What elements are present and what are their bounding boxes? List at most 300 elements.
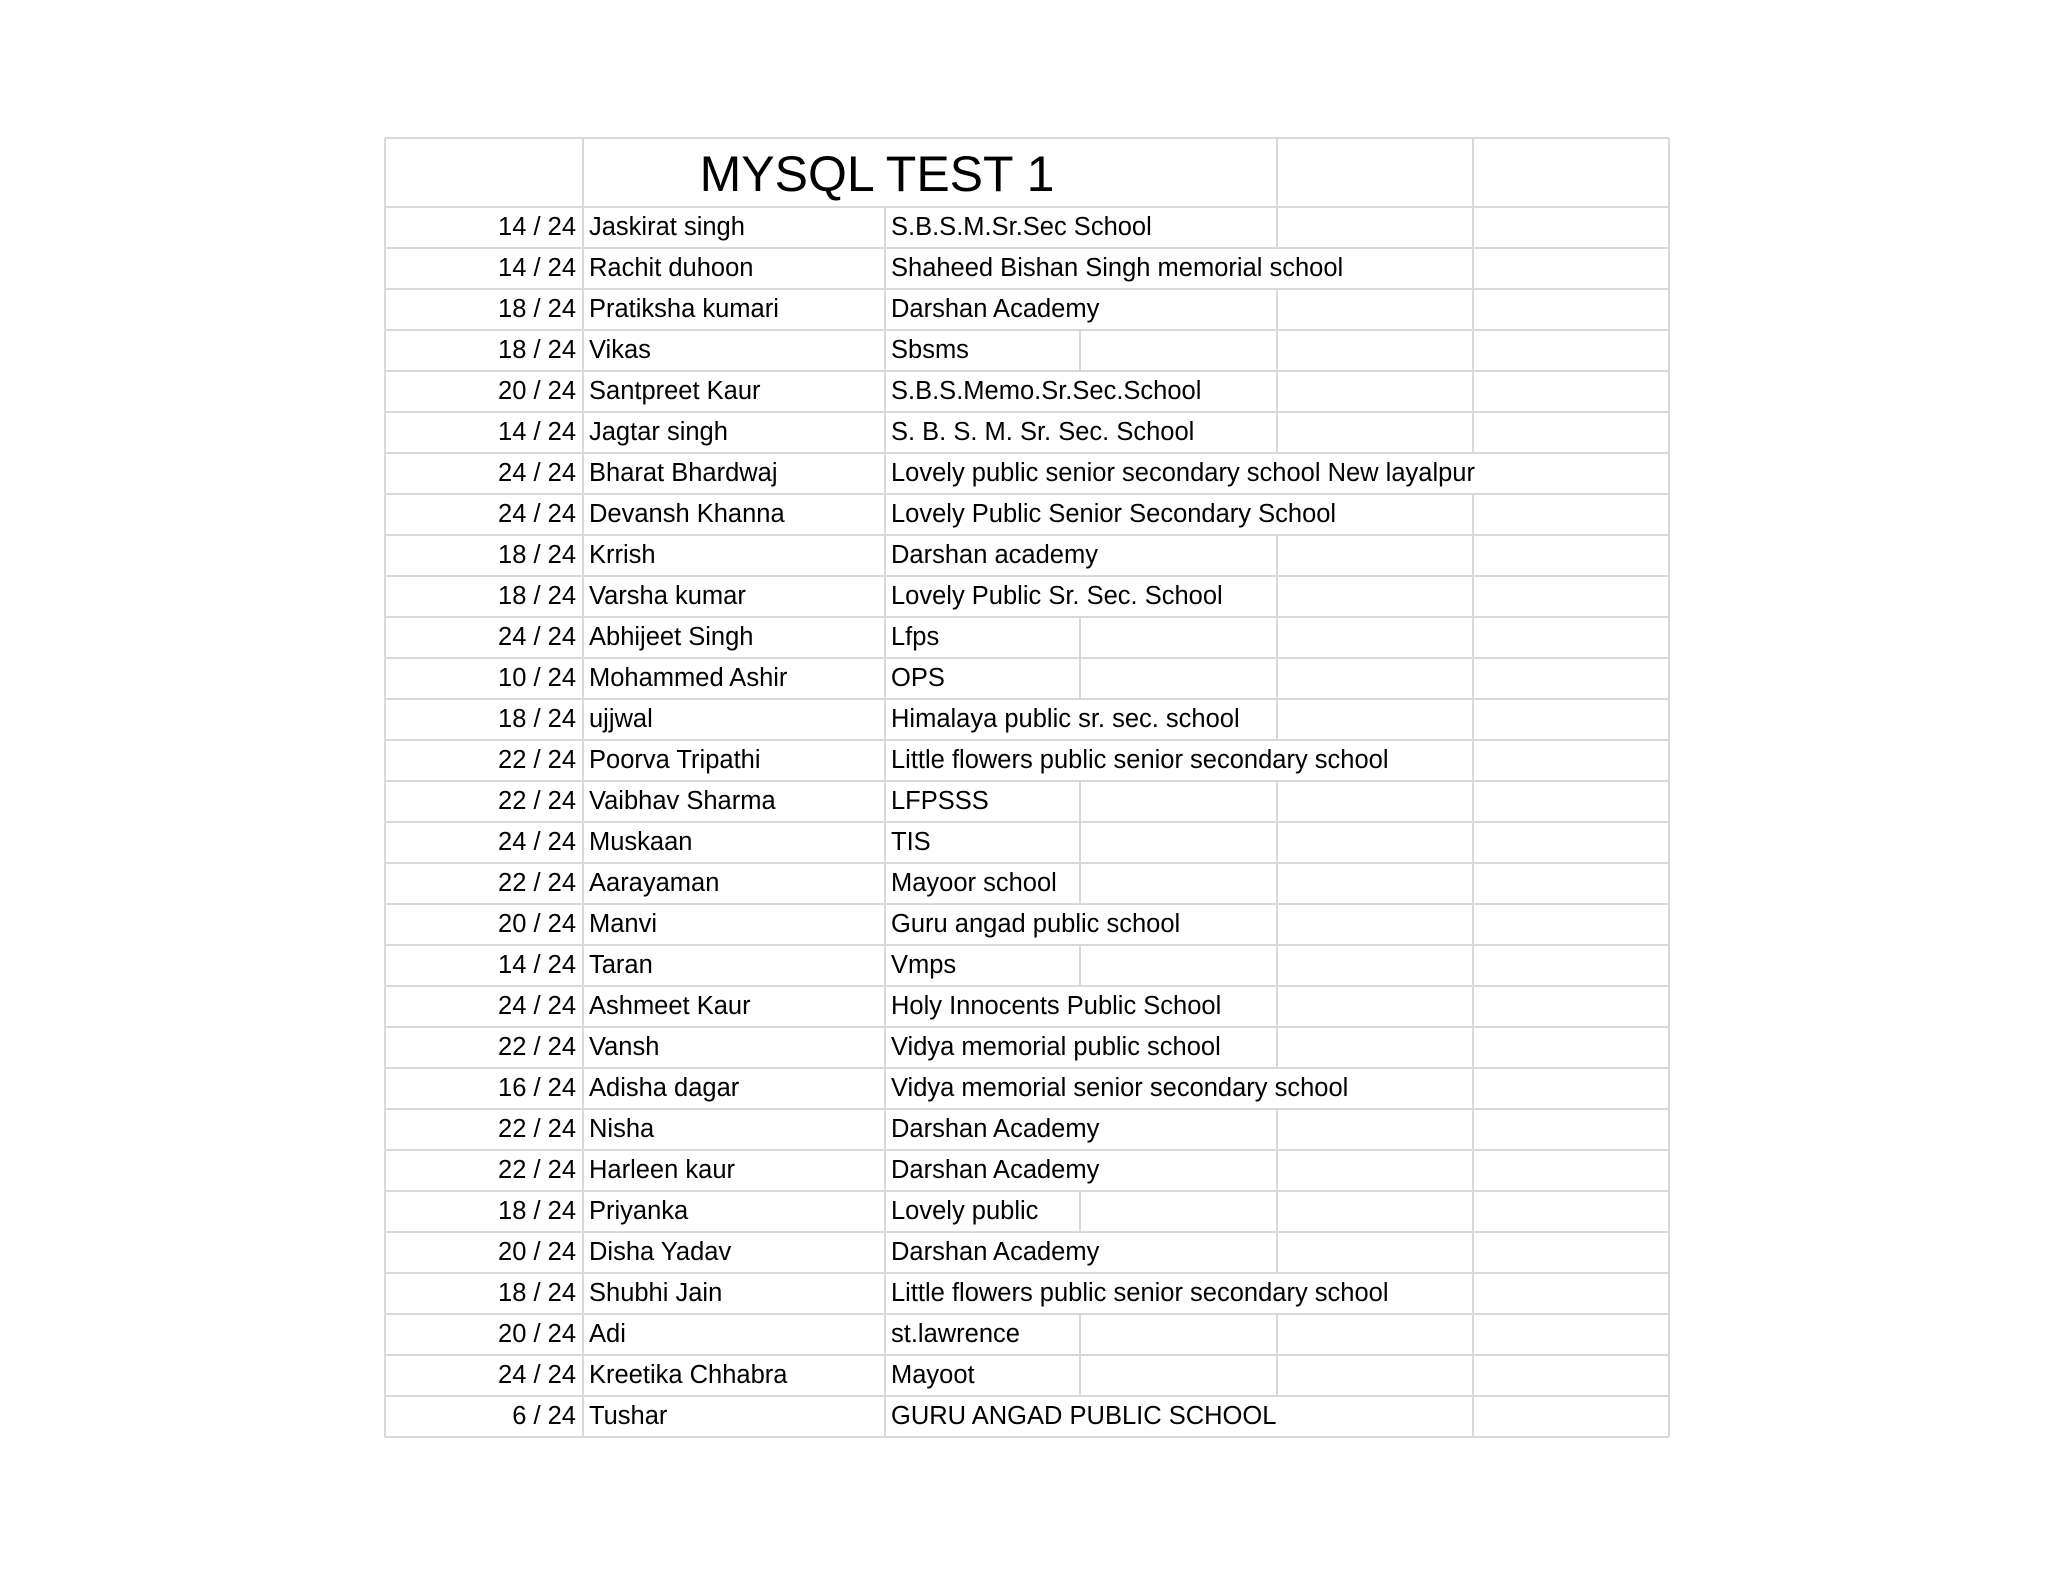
grid-col-line: [884, 1273, 886, 1314]
grid-col-line: [1472, 1109, 1474, 1150]
student-name-cell[interactable]: Priyanka: [589, 1197, 689, 1225]
grid-col-line: [1276, 781, 1278, 822]
student-name-cell[interactable]: Vaibhav Sharma: [589, 787, 776, 815]
grid-col-line: [582, 453, 584, 494]
grid-row-line: [385, 247, 1669, 249]
grid-col-line: [384, 904, 386, 945]
score-cell[interactable]: 18 / 24: [498, 582, 576, 610]
grid-col-line: [1276, 617, 1278, 658]
grid-col-line: [384, 1191, 386, 1232]
grid-col-line: [384, 1150, 386, 1191]
grid-col-line: [582, 371, 584, 412]
school-cell[interactable]: Little flowers public senior secondary school: [891, 746, 1389, 774]
grid-col-line: [1472, 207, 1474, 248]
grid-row-line: [385, 698, 1669, 700]
grid-col-line: [1079, 1314, 1081, 1355]
grid-col-line: [1668, 945, 1670, 986]
grid-col-line: [1276, 535, 1278, 576]
grid-row-line: [385, 1026, 1669, 1028]
school-cell[interactable]: Himalaya public sr. sec. school: [891, 705, 1240, 733]
school-cell[interactable]: Darshan Academy: [891, 1115, 1100, 1143]
grid-col-line: [1668, 658, 1670, 699]
student-name-cell[interactable]: Shubhi Jain: [589, 1279, 723, 1307]
school-cell[interactable]: Sbsms: [891, 336, 969, 364]
score-cell[interactable]: 24 / 24: [498, 992, 576, 1020]
score-cell[interactable]: 18 / 24: [498, 1279, 576, 1307]
grid-col-line: [582, 1355, 584, 1396]
grid-col-line: [582, 904, 584, 945]
grid-col-line: [582, 1027, 584, 1068]
grid-col-line: [582, 658, 584, 699]
spreadsheet-sheet: [385, 138, 1669, 1434]
score-cell[interactable]: 14 / 24: [498, 951, 576, 979]
grid-row-line: [385, 821, 1669, 823]
grid-col-line: [1668, 289, 1670, 330]
grid-col-line: [582, 248, 584, 289]
grid-col-line: [1276, 1109, 1278, 1150]
grid-col-line: [1668, 371, 1670, 412]
grid-row-line: [385, 616, 1669, 618]
score-cell[interactable]: 22 / 24: [498, 787, 576, 815]
grid-col-line: [582, 1314, 584, 1355]
grid-row-line: [385, 452, 1669, 454]
school-cell[interactable]: GURU ANGAD PUBLIC SCHOOL: [891, 1402, 1277, 1430]
grid-row-line: [385, 370, 1669, 372]
school-cell[interactable]: Guru angad public school: [891, 910, 1181, 938]
grid-row-line: [385, 862, 1669, 864]
grid-col-line: [1668, 1068, 1670, 1109]
score-cell[interactable]: 18 / 24: [498, 295, 576, 323]
grid-col-line: [884, 1314, 886, 1355]
grid-col-line: [1472, 330, 1474, 371]
grid-col-line: [582, 1068, 584, 1109]
grid-col-line: [582, 138, 584, 207]
school-cell[interactable]: st.lawrence: [891, 1320, 1020, 1348]
score-cell[interactable]: 20 / 24: [498, 910, 576, 938]
grid-col-line: [384, 1232, 386, 1273]
student-name-cell[interactable]: Devansh Khanna: [589, 500, 785, 528]
grid-col-line: [1079, 863, 1081, 904]
grid-col-line: [1079, 1355, 1081, 1396]
grid-col-line: [1276, 1191, 1278, 1232]
grid-col-line: [1668, 1109, 1670, 1150]
student-name-cell[interactable]: Bharat Bhardwaj: [589, 459, 778, 487]
grid-col-line: [884, 1027, 886, 1068]
grid-col-line: [1472, 576, 1474, 617]
grid-col-line: [884, 535, 886, 576]
grid-col-line: [1079, 822, 1081, 863]
score-cell[interactable]: 16 / 24: [498, 1074, 576, 1102]
score-cell[interactable]: 24 / 24: [498, 1361, 576, 1389]
school-cell[interactable]: OPS: [891, 664, 945, 692]
grid-col-line: [1472, 863, 1474, 904]
grid-col-line: [1472, 617, 1474, 658]
score-cell[interactable]: 22 / 24: [498, 1156, 576, 1184]
grid-col-line: [582, 412, 584, 453]
grid-col-line: [884, 1068, 886, 1109]
school-cell[interactable]: S.B.S.Memo.Sr.Sec.School: [891, 377, 1202, 405]
grid-col-line: [1276, 1150, 1278, 1191]
grid-row-line: [385, 1108, 1669, 1110]
grid-col-line: [884, 699, 886, 740]
student-name-cell[interactable]: Adi: [589, 1320, 626, 1348]
score-cell[interactable]: 22 / 24: [498, 1115, 576, 1143]
student-name-cell[interactable]: Pratiksha kumari: [589, 295, 779, 323]
grid-col-line: [384, 535, 386, 576]
grid-col-line: [1472, 138, 1474, 207]
grid-col-line: [1276, 904, 1278, 945]
grid-col-line: [582, 289, 584, 330]
grid-col-line: [582, 1232, 584, 1273]
grid-row-line: [385, 944, 1669, 946]
grid-col-line: [582, 699, 584, 740]
grid-col-line: [884, 904, 886, 945]
grid-col-line: [384, 617, 386, 658]
grid-col-line: [582, 986, 584, 1027]
student-name-cell[interactable]: Jaskirat singh: [589, 213, 745, 241]
grid-col-line: [384, 138, 386, 207]
score-cell[interactable]: 14 / 24: [498, 213, 576, 241]
grid-col-line: [384, 1396, 386, 1437]
grid-col-line: [384, 658, 386, 699]
grid-col-line: [884, 986, 886, 1027]
grid-col-line: [884, 822, 886, 863]
school-cell[interactable]: Darshan academy: [891, 541, 1098, 569]
student-name-cell[interactable]: Santpreet Kaur: [589, 377, 761, 405]
grid-col-line: [1668, 138, 1670, 207]
grid-col-line: [884, 330, 886, 371]
grid-col-line: [384, 248, 386, 289]
grid-col-line: [884, 1109, 886, 1150]
grid-row-line: [385, 534, 1669, 536]
grid-row-line: [385, 985, 1669, 987]
grid-col-line: [1668, 576, 1670, 617]
school-cell[interactable]: S.B.S.M.Sr.Sec School: [891, 213, 1152, 241]
grid-col-line: [884, 1150, 886, 1191]
grid-col-line: [1472, 904, 1474, 945]
grid-col-line: [1668, 863, 1670, 904]
grid-col-line: [1472, 1396, 1474, 1437]
school-cell[interactable]: Darshan Academy: [891, 295, 1100, 323]
grid-col-line: [1079, 617, 1081, 658]
grid-col-line: [1472, 248, 1474, 289]
school-cell[interactable]: Darshan Academy: [891, 1238, 1100, 1266]
grid-col-line: [1276, 289, 1278, 330]
sheet-title: MYSQL TEST 1: [699, 146, 1055, 202]
student-name-cell[interactable]: Vansh: [589, 1033, 660, 1061]
grid-col-line: [582, 535, 584, 576]
grid-col-line: [1472, 1232, 1474, 1273]
grid-col-line: [1276, 138, 1278, 207]
school-cell[interactable]: Holy Innocents Public School: [891, 992, 1222, 1020]
grid-col-line: [1472, 781, 1474, 822]
grid-col-line: [884, 863, 886, 904]
grid-col-line: [384, 1027, 386, 1068]
grid-col-line: [884, 740, 886, 781]
student-name-cell[interactable]: Varsha kumar: [589, 582, 746, 610]
grid-col-line: [1079, 1191, 1081, 1232]
grid-col-line: [1668, 699, 1670, 740]
grid-col-line: [1472, 1355, 1474, 1396]
grid-row-line: [385, 575, 1669, 577]
grid-col-line: [1668, 781, 1670, 822]
grid-col-line: [582, 781, 584, 822]
grid-col-line: [582, 207, 584, 248]
grid-col-line: [1472, 986, 1474, 1027]
grid-col-line: [884, 412, 886, 453]
grid-col-line: [1276, 658, 1278, 699]
grid-col-line: [1668, 1150, 1670, 1191]
grid-col-line: [582, 1150, 584, 1191]
grid-col-line: [1472, 1068, 1474, 1109]
score-cell[interactable]: 24 / 24: [498, 623, 576, 651]
score-cell[interactable]: 18 / 24: [498, 705, 576, 733]
grid-col-line: [1668, 1355, 1670, 1396]
grid-col-line: [582, 576, 584, 617]
grid-col-line: [1472, 1027, 1474, 1068]
grid-col-line: [884, 371, 886, 412]
grid-col-line: [1668, 1027, 1670, 1068]
grid-col-line: [1668, 1314, 1670, 1355]
student-name-cell[interactable]: Adisha dagar: [589, 1074, 740, 1102]
grid-row-line: [385, 1395, 1669, 1397]
grid-col-line: [1472, 494, 1474, 535]
grid-col-line: [1472, 412, 1474, 453]
grid-row-line: [385, 903, 1669, 905]
grid-col-line: [384, 740, 386, 781]
grid-row-line: [385, 1067, 1669, 1069]
grid-row-line: [385, 1231, 1669, 1233]
grid-col-line: [582, 1109, 584, 1150]
score-cell[interactable]: 22 / 24: [498, 746, 576, 774]
grid-row-line: [385, 206, 1669, 208]
student-name-cell[interactable]: Disha Yadav: [589, 1238, 732, 1266]
school-cell[interactable]: Little flowers public senior secondary school: [891, 1279, 1389, 1307]
grid-col-line: [1276, 945, 1278, 986]
grid-col-line: [1472, 535, 1474, 576]
grid-col-line: [1472, 822, 1474, 863]
score-cell[interactable]: 10 / 24: [498, 664, 576, 692]
grid-col-line: [1668, 207, 1670, 248]
school-cell[interactable]: S. B. S. M. Sr. Sec. School: [891, 418, 1195, 446]
grid-col-line: [884, 1232, 886, 1273]
score-cell[interactable]: 22 / 24: [498, 869, 576, 897]
school-cell[interactable]: Lovely public: [891, 1197, 1039, 1225]
grid-col-line: [884, 658, 886, 699]
student-name-cell[interactable]: Abhijeet Singh: [589, 623, 754, 651]
grid-col-line: [1079, 658, 1081, 699]
school-cell[interactable]: Vidya memorial senior secondary school: [891, 1074, 1349, 1102]
grid-col-line: [582, 1191, 584, 1232]
school-cell[interactable]: Lfps: [891, 623, 940, 651]
score-cell[interactable]: 20 / 24: [498, 377, 576, 405]
grid-col-line: [582, 1396, 584, 1437]
score-cell[interactable]: 22 / 24: [498, 1033, 576, 1061]
grid-row-line: [385, 1190, 1669, 1192]
grid-col-line: [1668, 1232, 1670, 1273]
grid-col-line: [582, 617, 584, 658]
grid-col-line: [1472, 1314, 1474, 1355]
grid-col-line: [1668, 1273, 1670, 1314]
student-name-cell[interactable]: Muskaan: [589, 828, 693, 856]
grid-row-line: [385, 739, 1669, 741]
grid-col-line: [384, 330, 386, 371]
grid-col-line: [384, 945, 386, 986]
grid-col-line: [1668, 1191, 1670, 1232]
score-cell[interactable]: 20 / 24: [498, 1320, 576, 1348]
student-name-cell[interactable]: Kreetika Chhabra: [589, 1361, 788, 1389]
grid-col-line: [1276, 330, 1278, 371]
grid-col-line: [384, 822, 386, 863]
grid-col-line: [384, 781, 386, 822]
grid-row-line: [385, 1313, 1669, 1315]
student-name-cell[interactable]: ujjwal: [589, 705, 653, 733]
grid-col-line: [582, 822, 584, 863]
grid-col-line: [1668, 494, 1670, 535]
grid-col-line: [1472, 1273, 1474, 1314]
student-name-cell[interactable]: Mohammed Ashir: [589, 664, 788, 692]
grid-col-line: [1472, 658, 1474, 699]
score-cell[interactable]: 24 / 24: [498, 828, 576, 856]
score-cell[interactable]: 6 / 24: [512, 1402, 576, 1430]
student-name-cell[interactable]: Harleen kaur: [589, 1156, 735, 1184]
school-cell[interactable]: LFPSSS: [891, 787, 989, 815]
grid-row-line: [385, 411, 1669, 413]
grid-col-line: [384, 412, 386, 453]
school-cell[interactable]: Darshan Academy: [891, 1156, 1100, 1184]
grid-col-line: [1079, 781, 1081, 822]
student-name-cell[interactable]: Aarayaman: [589, 869, 720, 897]
grid-col-line: [384, 576, 386, 617]
school-cell[interactable]: Mayoor school: [891, 869, 1057, 897]
grid-col-line: [1472, 945, 1474, 986]
student-name-cell[interactable]: Taran: [589, 951, 653, 979]
grid-row-line: [385, 1436, 1669, 1438]
score-cell[interactable]: 24 / 24: [498, 459, 576, 487]
grid-row-line: [385, 657, 1669, 659]
grid-col-line: [1276, 863, 1278, 904]
grid-col-line: [384, 863, 386, 904]
grid-col-line: [1276, 207, 1278, 248]
grid-col-line: [582, 494, 584, 535]
grid-row-line: [385, 137, 1669, 139]
grid-row-line: [385, 780, 1669, 782]
school-cell[interactable]: Shaheed Bishan Singh memorial school: [891, 254, 1344, 282]
grid-col-line: [1079, 945, 1081, 986]
grid-col-line: [1276, 1027, 1278, 1068]
grid-col-line: [1276, 986, 1278, 1027]
grid-col-line: [884, 1396, 886, 1437]
score-cell[interactable]: 14 / 24: [498, 418, 576, 446]
grid-col-line: [1472, 1191, 1474, 1232]
grid-col-line: [1668, 412, 1670, 453]
grid-col-line: [1472, 699, 1474, 740]
score-cell[interactable]: 18 / 24: [498, 541, 576, 569]
grid-col-line: [384, 289, 386, 330]
school-cell[interactable]: Lovely public senior secondary school New layalpur: [891, 459, 1475, 487]
student-name-cell[interactable]: Vikas: [589, 336, 651, 364]
student-name-cell[interactable]: Manvi: [589, 910, 658, 938]
student-name-cell[interactable]: Nisha: [589, 1115, 655, 1143]
grid-col-line: [1276, 699, 1278, 740]
grid-row-line: [385, 329, 1669, 331]
score-cell[interactable]: 20 / 24: [498, 1238, 576, 1266]
school-cell[interactable]: Lovely Public Sr. Sec. School: [891, 582, 1223, 610]
grid-col-line: [384, 453, 386, 494]
grid-col-line: [1276, 1355, 1278, 1396]
grid-col-line: [384, 1109, 386, 1150]
grid-col-line: [582, 740, 584, 781]
school-cell[interactable]: Lovely Public Senior Secondary School: [891, 500, 1337, 528]
school-cell[interactable]: TIS: [891, 828, 931, 856]
grid-col-line: [1668, 1396, 1670, 1437]
grid-col-line: [884, 576, 886, 617]
grid-col-line: [384, 1314, 386, 1355]
grid-col-line: [1668, 822, 1670, 863]
student-name-cell[interactable]: Ashmeet Kaur: [589, 992, 751, 1020]
grid-col-line: [582, 945, 584, 986]
grid-col-line: [1668, 617, 1670, 658]
student-name-cell[interactable]: Krrish: [589, 541, 656, 569]
student-name-cell[interactable]: Rachit duhoon: [589, 254, 754, 282]
grid-row-line: [385, 1354, 1669, 1356]
grid-col-line: [582, 863, 584, 904]
score-cell[interactable]: 18 / 24: [498, 336, 576, 364]
grid-col-line: [1472, 1150, 1474, 1191]
grid-col-line: [884, 617, 886, 658]
grid-col-line: [1276, 576, 1278, 617]
grid-col-line: [384, 1355, 386, 1396]
grid-col-line: [884, 248, 886, 289]
grid-col-line: [1472, 371, 1474, 412]
score-cell[interactable]: 24 / 24: [498, 500, 576, 528]
score-cell[interactable]: 18 / 24: [498, 1197, 576, 1225]
school-cell[interactable]: Vidya memorial public school: [891, 1033, 1221, 1061]
grid-col-line: [1276, 822, 1278, 863]
grid-col-line: [384, 1273, 386, 1314]
grid-col-line: [384, 207, 386, 248]
grid-col-line: [884, 494, 886, 535]
grid-col-line: [1276, 412, 1278, 453]
grid-col-line: [884, 1355, 886, 1396]
student-name-cell[interactable]: Poorva Tripathi: [589, 746, 761, 774]
grid-col-line: [884, 1191, 886, 1232]
grid-col-line: [582, 1273, 584, 1314]
grid-col-line: [1668, 740, 1670, 781]
student-name-cell[interactable]: Jagtar singh: [589, 418, 728, 446]
grid-col-line: [1668, 453, 1670, 494]
school-cell[interactable]: Mayoot: [891, 1361, 975, 1389]
grid-col-line: [384, 494, 386, 535]
score-cell[interactable]: 14 / 24: [498, 254, 576, 282]
grid-row-line: [385, 1272, 1669, 1274]
grid-col-line: [384, 699, 386, 740]
grid-col-line: [1079, 330, 1081, 371]
school-cell[interactable]: Vmps: [891, 951, 957, 979]
grid-col-line: [1276, 371, 1278, 412]
grid-col-line: [1276, 1232, 1278, 1273]
grid-col-line: [884, 453, 886, 494]
grid-col-line: [884, 289, 886, 330]
grid-col-line: [384, 1068, 386, 1109]
grid-col-line: [1668, 330, 1670, 371]
grid-row-line: [385, 1149, 1669, 1151]
grid-col-line: [1276, 1314, 1278, 1355]
grid-col-line: [384, 371, 386, 412]
grid-col-line: [582, 330, 584, 371]
student-name-cell[interactable]: Tushar: [589, 1402, 668, 1430]
grid-col-line: [1668, 904, 1670, 945]
